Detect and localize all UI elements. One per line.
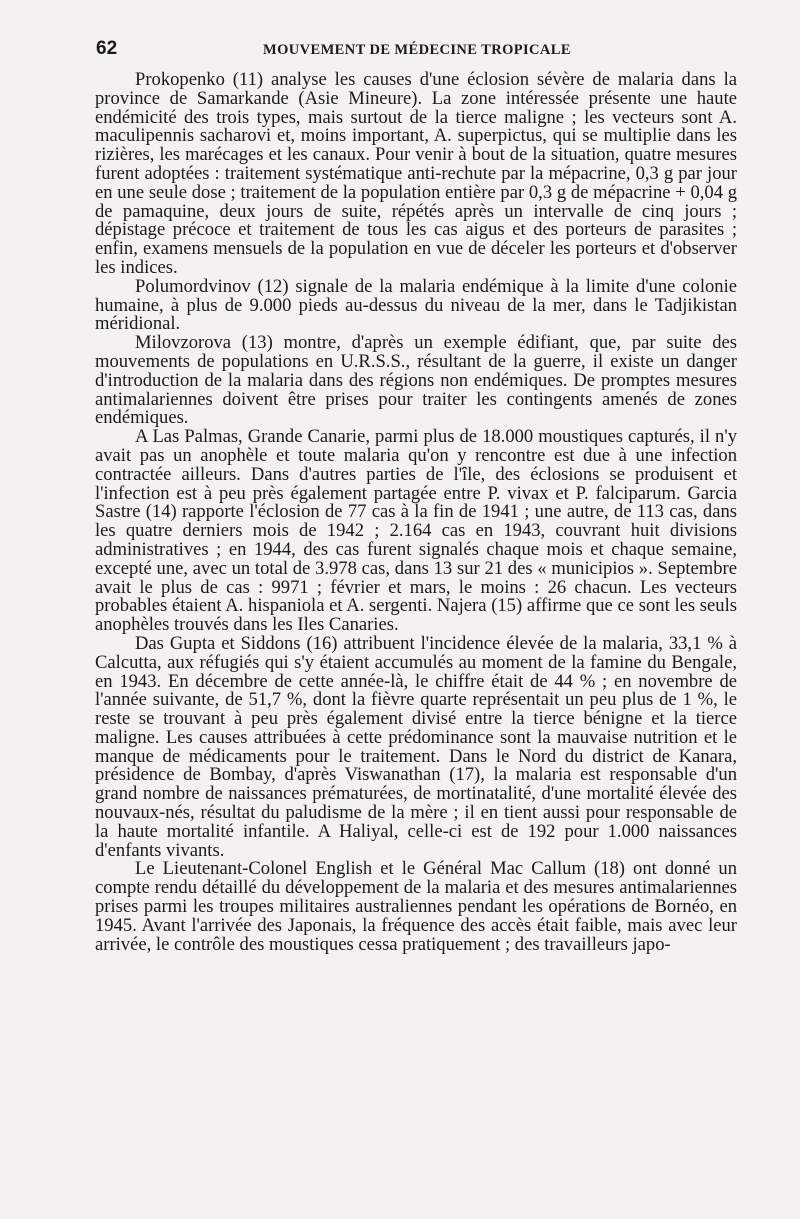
body-text (95, 71, 737, 954)
page-header (96, 38, 736, 60)
paragraph-las-palmas: A Las Palmas, Grande Canarie, parmi plus de 18.000 moustiques capturés, il n'y avait pas un anophèle et toute malaria qu'on y rencontre est due à une infection contractée ailleurs. Dans d'autres parties de l'île, des éclosions se produisent et l'infection est à peu près également partagée entre P. vivax et P. falciparum. Garcia Sastre (14) rapporte l'éclosion de 77 cas à la fin de 1941 ; une autre, de 113 cas, dans les quatre derniers mois de 1942 ; 2.164 cas en 1943, couvrant huit divisions administratives ; en 1944, des cas furent signalés chaque mois et chaque semaine, excepté une, avec un total de 3.978 cas, dans 13 sur 21 des « municipios ». Septembre avait le plus de cas : 9971 ; février et mars, le moins : 26 chacun. Les vecteurs probables étaient A. hispaniola et A. sergenti. Najera (15) affirme que ce sont les seuls anophèles trouvés dans les Iles Canaries. (95, 426, 737, 636)
running-title: MOUVEMENT DE MÉDECINE TROPICALE (263, 42, 571, 58)
paragraph-das-gupta: Das Gupta et Siddons (16) attribuent l'incidence élevée de la malaria, 33,1 % à Calcutta, aux réfugiés qui s'y étaient accumulés au moment de la famine du Bengale, en 1943. En décembre de cette année-là, le chiffre était de 44 % ; en novembre de l'année suivante, de 51,7 %, dont la fièvre quarte représentait un peu plus de 1 %, le reste se trouvant à peu près également divisé entre la tierce bénigne et la tierce maligne. Les causes attribuées à cette prédominance sont la mauvaise nutrition et le manque de médicaments pour le traitement. Dans le Nord du district de Kanara, présidence de Bombay, d'après Viswanathan (17), la malaria est responsable d'un grand nombre de naissances prématurées, de mortinatalité, d'une mortalité élevée des nouvaux-nés, résultat du paludisme de la mère ; il en tient aussi pour responsable de la haute mortalité infantile. A Haliyal, celle-ci est de 192 pour 1.000 naissances d'enfants vivants. (95, 632, 737, 861)
paragraph-english: Le Lieutenant-Colonel English et le Général Mac Callum (18) ont donné un compte rendu détaillé du développement de la malaria et des mesures antimalariennes prises parmi les troupes militaires australiennes pendant les opérations de Bornéo, en 1945. Avant l'arrivée des Japonais, la fréquence des accès était faible, mais avec leur arrivée, le contrôle des moustiques cessa pratiquement ; des travailleurs japo- (95, 858, 737, 955)
paragraph-polumordvinov: Polumordvinov (12) signale de la malaria endémique à la limite d'une colonie humaine, à plus de 9.000 pieds au-dessus du niveau de la mer, dans le Tadjikistan méridional. (95, 275, 737, 335)
paragraph-prokopenko: Prokopenko (11) analyse les causes d'une éclosion sévère de malaria dans la province de Samarkande (Asie Mineure). La zone intéressée présente une haute endémicité des trois types, mais surtout de la tierce maligne ; les vecteurs sont A. maculipennis sacharovi et, moins important, A. superpictus, qui se multiplie dans les rizières, les marécages et les canaux. Pour venir à bout de la situation, quatre mesures furent adoptées : traitement systématique anti-rechute par la mépacrine, 0,3 g par jour en une seule dose ; traitement de la population entière par 0,3 g de mépacrine + 0,04 g de pamaquine, deux jours de suite, répétés après un intervalle de cinq jours ; dépistage précoce et traitement de tous les cas aigus et des porteurs de parasites ; enfin, examens mensuels de la population en vue de déceler les porteurs et d'observer les indices. (95, 69, 737, 278)
page-number: 62 (96, 38, 118, 59)
paragraph-milovzorova: Milovzorova (13) montre, d'après un exemple édifiant, que, par suite des mouvements de populations en U.R.S.S., résultant de la guerre, il existe un danger d'introduction de la malaria dans des régions non endémiques. De promptes mesures antimalariennes doivent être prises pour traiter les contingents amenés de zones endémiques. (95, 332, 737, 429)
